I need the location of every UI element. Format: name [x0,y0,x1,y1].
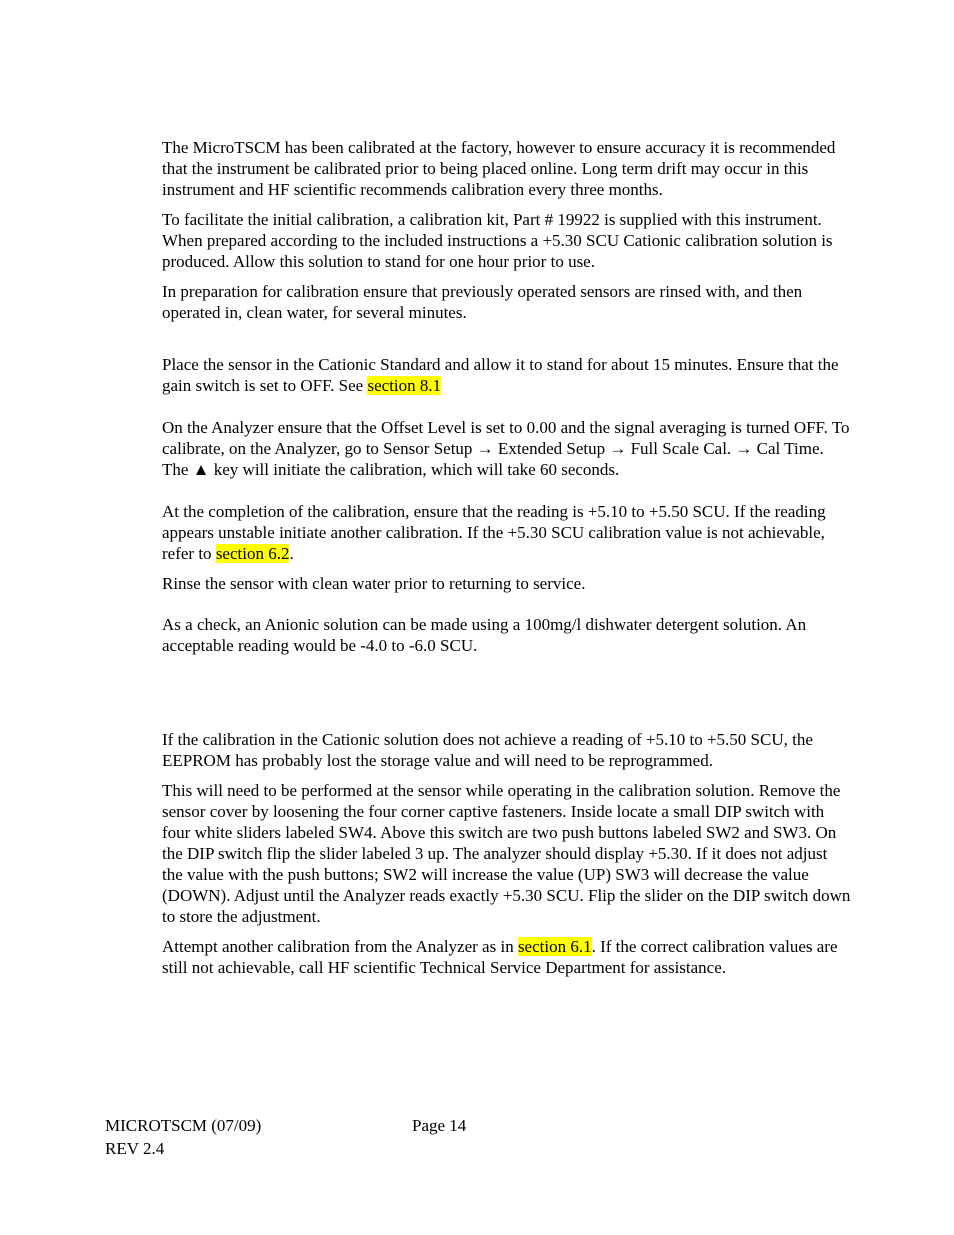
paragraph-factory-calibration: The MicroTSCM has been calibrated at the factory, however to ensure accuracy it is recommended that the instrument be calibrated prior to being placed online. Long term drift may occur in this instrument and HF scientific recommends calibration every three months. [162,138,836,199]
paragraph-place-sensor-text: Place the sensor in the Cationic Standard and allow it to stand for about 15 minutes. Ensure that the gain switch is set to OFF. See [162,355,839,395]
footer-doc-id: MICROTSCM (07/09) [105,1116,262,1135]
section-6-1-link[interactable]: section 6.1 [517,937,592,956]
paragraph-completion-end: . [289,544,294,563]
paragraph-completion [162,501,852,564]
paragraph-attempt-again-text: Attempt another calibration from the Analyzer as in [162,937,518,956]
paragraph-rinse: Rinse the sensor with clean water prior to returning to service. [162,574,586,593]
paragraph-calibration-kit: To facilitate the initial calibration, a calibration kit, Part # 19922 is supplied with this instrument. When prepared according to the included instructions a +5.30 SCU Cationic calibration solution is produced. Allow this solution to stand for one hour prior to use. [162,210,833,271]
section-8-1-link[interactable]: section 8.1 [367,376,442,395]
footer-page-number: Page 14 [412,1116,467,1135]
footer-revision: REV 2.4 [105,1139,165,1158]
paragraph-preparation: In preparation for calibration ensure that previously operated sensors are rinsed with, and then operated in, clean water, for several minutes. [162,282,803,322]
paragraph-analyzer-setup: On the Analyzer ensure that the Offset Level is set to 0.00 and the signal averaging is turned OFF. To calibrate, on the Analyzer, go to Sensor Setup → Extended Setup → Full Scale Cal. → Cal Time. The ▲ key will initiate the calibration, which will take 60 seconds. [162,418,850,479]
paragraph-completion-text: At the completion of the calibration, ensure that the reading is +5.10 to +5.50 SCU. If the reading appears unstable initiate another calibration. If the +5.30 SCU calibration value is not achievable, refer to [162,502,826,563]
section-6-2-link[interactable]: section 6.2 [215,544,290,563]
paragraph-place-sensor [162,354,852,396]
paragraph-attempt-again-end: . If the correct calibration values are still not achievable, call HF scientific Technical Service Department for assistance. [162,937,838,977]
page-content [162,137,852,978]
footer-document-info [105,1114,261,1160]
paragraph-reprogram-procedure: This will need to be performed at the sensor while operating in the calibration solution. Remove the sensor cover by loosening the four corner captive fasteners. Inside locate a small DIP switch with four white sliders labeled SW4. Above this switch are two push buttons labeled SW2 and SW3. On the DIP switch flip the slider labeled 3 up. The analyzer should display +5.30. If it does not adjust the value with the push buttons; SW2 will increase the value (UP) SW3 will decrease the value (DOWN). Adjust until the Analyzer reads exactly +5.30 SCU. Flip the slider on the DIP switch down to store the adjustment. [162,781,851,926]
paragraph-anionic-check: As a check, an Anionic solution can be made using a 100mg/l dishwater detergent solution. An acceptable reading would be -4.0 to -6.0 SCU. [162,615,807,655]
paragraph-attempt-again [162,936,852,978]
paragraph-eeprom: If the calibration in the Cationic solution does not achieve a reading of +5.10 to +5.50 SCU, the EEPROM has probably lost the storage value and will need to be reprogrammed. [162,730,813,770]
